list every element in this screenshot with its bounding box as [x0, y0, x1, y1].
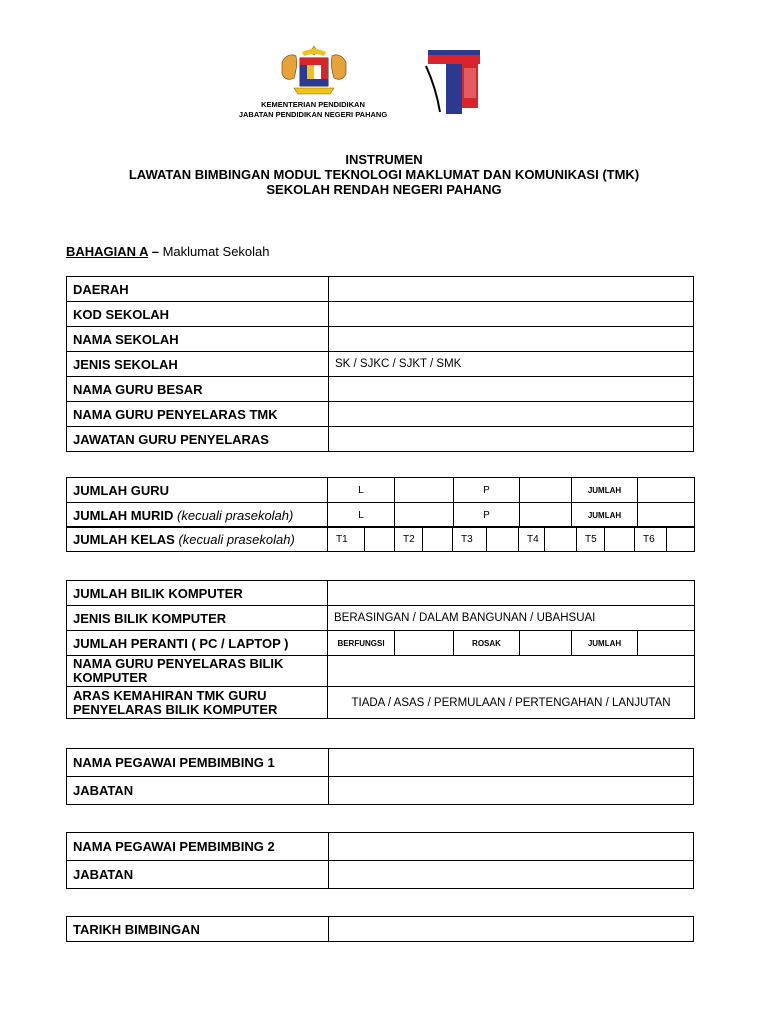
table-row [67, 833, 694, 861]
rosak-label: ROSAK [454, 631, 520, 656]
t3-field[interactable] [487, 527, 519, 552]
ministry-name [200, 100, 426, 120]
berfungsi-label: BERFUNGSI [328, 631, 395, 656]
rosak-field[interactable] [520, 631, 572, 656]
pegawai-2-field[interactable] [329, 833, 694, 861]
murid-label-text: JUMLAH MURID [73, 507, 174, 523]
section-dash: – [148, 244, 163, 259]
guru-penyelaras-bilik-field[interactable] [328, 656, 695, 687]
ministry-line-1: KEMENTERIAN PENDIDIKAN [261, 100, 365, 109]
daerah-label: DAERAH [67, 277, 329, 302]
school-info-table [66, 276, 694, 452]
table-row [67, 687, 695, 719]
t1-field[interactable] [365, 527, 395, 552]
officer-1-table [66, 748, 694, 805]
t4-field[interactable] [545, 527, 577, 552]
t1-label: T1 [328, 527, 365, 552]
t6-field[interactable] [667, 527, 695, 552]
jawatan-guru-penyelaras-label: JAWATAN GURU PENYELARAS [67, 427, 329, 452]
guru-jumlah-field[interactable] [638, 478, 695, 503]
section-label: BAHAGIAN A [66, 244, 149, 259]
guru-l-field[interactable] [395, 478, 454, 503]
section-text: Maklumat Sekolah [162, 244, 270, 259]
ministry-line-2: JABATAN PENDIDIKAN NEGERI PAHANG [238, 110, 388, 119]
jumlah-guru-label: JUMLAH GURU [67, 478, 328, 503]
table-row [67, 749, 694, 777]
jabatan-1-field[interactable] [329, 777, 694, 805]
jumlah-bilik-komputer-label: JUMLAH BILIK KOMPUTER [67, 581, 328, 606]
peranti-jumlah-label: JUMLAH [572, 631, 638, 656]
murid-l-field[interactable] [395, 503, 454, 528]
t3-label: T3 [453, 527, 487, 552]
title-line-1: INSTRUMEN [345, 152, 423, 167]
date-table [66, 916, 694, 942]
guru-p-label: P [454, 478, 520, 503]
table-row [67, 631, 695, 656]
table-row [67, 427, 694, 452]
jabatan-2-label: JABATAN [67, 861, 329, 889]
aras-kemahiran-label: ARAS KEMAHIRAN TMK GURU PENYELARAS BILIK KOMPUTER [67, 687, 328, 719]
tarikh-bimbingan-label: TARIKH BIMBINGAN [67, 917, 329, 942]
murid-note: (kecuali prasekolah) [177, 507, 294, 523]
nama-guru-besar-field[interactable] [329, 377, 694, 402]
guru-l-label: L [328, 478, 395, 503]
nama-guru-besar-label: NAMA GURU BESAR [67, 377, 329, 402]
transformasi-pendidikan-logo [422, 46, 486, 118]
guru-p-field[interactable] [520, 478, 572, 503]
tarikh-bimbingan-field[interactable] [329, 917, 694, 942]
nama-sekolah-field[interactable] [329, 327, 694, 352]
murid-jumlah-label: JUMLAH [572, 503, 638, 528]
pegawai-1-label: NAMA PEGAWAI PEMBIMBING 1 [67, 749, 329, 777]
jenis-bilik-komputer-field[interactable]: BERASINGAN / DALAM BANGUNAN / UBAHSUAI [328, 606, 695, 631]
table-row [67, 917, 694, 942]
t5-label: T5 [577, 527, 605, 552]
daerah-field[interactable] [329, 277, 694, 302]
table-row [67, 581, 695, 606]
table-row [67, 861, 694, 889]
murid-l-label: L [328, 503, 395, 528]
table-row [67, 503, 695, 528]
t2-field[interactable] [423, 527, 453, 552]
jabatan-2-field[interactable] [329, 861, 694, 889]
pegawai-2-label: NAMA PEGAWAI PEMBIMBING 2 [67, 833, 329, 861]
jenis-sekolah-field[interactable]: SK / SJKC / SJKT / SMK [329, 352, 694, 377]
table-row [67, 327, 694, 352]
jumlah-kelas-label [67, 527, 328, 552]
murid-jumlah-field[interactable] [638, 503, 695, 528]
kelas-table [66, 526, 695, 552]
title-line-2: LAWATAN BIMBINGAN MODUL TEKNOLOGI MAKLUMAT DAN KOMUNIKASI (TMK) [128, 167, 640, 182]
table-row [67, 527, 695, 552]
jenis-sekolah-label: JENIS SEKOLAH [67, 352, 329, 377]
guru-penyelaras-tmk-field[interactable] [329, 402, 694, 427]
table-row [67, 377, 694, 402]
table-row [67, 478, 695, 503]
jenis-bilik-komputer-label: JENIS BILIK KOMPUTER [67, 606, 328, 631]
jumlah-bilik-komputer-field[interactable] [328, 581, 695, 606]
computer-table [66, 580, 695, 719]
title-line-3: SEKOLAH RENDAH NEGERI PAHANG [266, 182, 502, 197]
coat-of-arms-logo [272, 42, 356, 98]
peranti-jumlah-field[interactable] [638, 631, 695, 656]
jumlah-murid-label [67, 503, 328, 528]
table-row [67, 352, 694, 377]
section-heading [66, 244, 270, 259]
guru-penyelaras-bilik-label: NAMA GURU PENYELARAS BILIK KOMPUTER [67, 656, 328, 687]
kelas-label-text: JUMLAH KELAS [73, 531, 175, 547]
murid-p-label: P [454, 503, 520, 528]
jawatan-guru-penyelaras-field[interactable] [329, 427, 694, 452]
t4-label: T4 [519, 527, 545, 552]
table-row [67, 402, 694, 427]
t2-label: T2 [395, 527, 423, 552]
t5-field[interactable] [605, 527, 635, 552]
aras-kemahiran-field[interactable]: TIADA / ASAS / PERMULAAN / PERTENGAHAN / LANJUTAN [328, 687, 695, 719]
guru-jumlah-label: JUMLAH [572, 478, 638, 503]
pegawai-1-field[interactable] [329, 749, 694, 777]
counts-table [66, 477, 695, 528]
jabatan-1-label: JABATAN [67, 777, 329, 805]
kod-sekolah-field[interactable] [329, 302, 694, 327]
table-row [67, 606, 695, 631]
officer-2-table [66, 832, 694, 889]
berfungsi-field[interactable] [395, 631, 454, 656]
jumlah-peranti-label: JUMLAH PERANTI ( PC / LAPTOP ) [67, 631, 328, 656]
table-row [67, 656, 695, 687]
table-row [67, 277, 694, 302]
guru-penyelaras-tmk-label: NAMA GURU PENYELARAS TMK [67, 402, 329, 427]
murid-p-field[interactable] [520, 503, 572, 528]
table-row [67, 777, 694, 805]
kelas-note: (kecuali prasekolah) [178, 531, 295, 547]
nama-sekolah-label: NAMA SEKOLAH [67, 327, 329, 352]
t6-label: T6 [635, 527, 667, 552]
kod-sekolah-label: KOD SEKOLAH [67, 302, 329, 327]
document-title [0, 152, 768, 197]
table-row [67, 302, 694, 327]
